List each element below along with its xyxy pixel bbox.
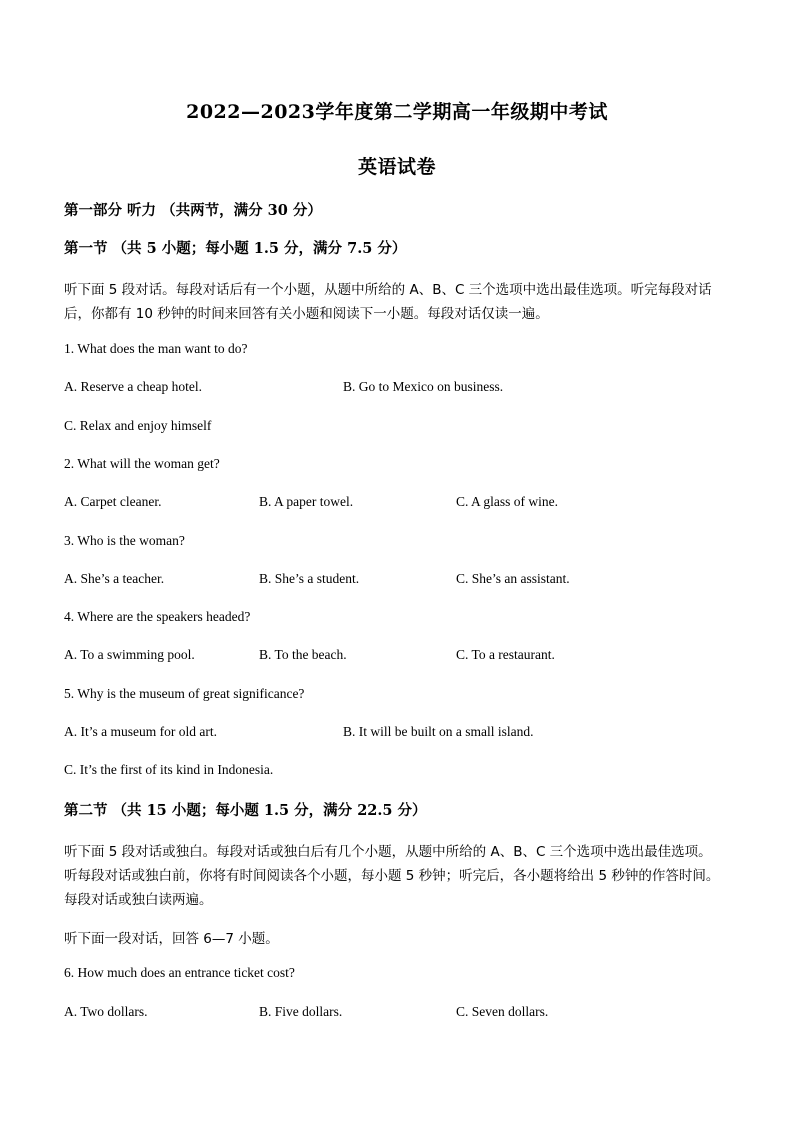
section2-instruction-line: 每段对话或独白读两遍。 <box>64 892 213 908</box>
exam-title: 2022—2023学年度第二学期高一年级期中考试 <box>186 101 608 123</box>
answer-option: A. It’s a museum for old art. <box>64 724 217 739</box>
answer-option: B. To the beach. <box>259 647 347 662</box>
section2-heading: 第二节 （共 15 小题；每小题 1.5 分，满分 22.5 分） <box>64 802 427 819</box>
question-stem: 2. What will the woman get? <box>64 456 220 471</box>
answer-option: C. She’s an assistant. <box>456 571 570 586</box>
question-stem: 1. What does the man want to do? <box>64 341 248 356</box>
question-group-intro: 听下面一段对话，回答 6—7 小题。 <box>64 931 279 947</box>
question-stem: 4. Where are the speakers headed? <box>64 609 251 624</box>
answer-option: A. Reserve a cheap hotel. <box>64 379 202 394</box>
answer-option: B. She’s a student. <box>259 571 360 586</box>
question-stem: 5. Why is the museum of great significance? <box>64 686 305 701</box>
question-stem: 3. Who is the woman? <box>64 533 185 548</box>
answer-option: C. Seven dollars. <box>456 1004 549 1019</box>
answer-option: B. A paper towel. <box>259 494 354 509</box>
answer-option: A. Carpet cleaner. <box>64 494 162 509</box>
answer-option: A. To a swimming pool. <box>64 647 195 662</box>
answer-option: B. It will be built on a small island. <box>343 724 534 739</box>
section2-instruction-line: 听每段对话或独白前，你将有时间阅读各个小题，每小题 5 秒钟；听完后，各小题将给出 5 秒钟的作答时间。 <box>64 868 720 884</box>
part1-heading: 第一部分 听力 （共两节，满分 30 分） <box>64 202 322 219</box>
exam-subtitle: 英语试卷 <box>357 156 436 178</box>
answer-option: B. Five dollars. <box>259 1004 343 1019</box>
answer-option: C. It’s the first of its kind in Indonesia. <box>64 762 274 777</box>
question-stem: 6. How much does an entrance ticket cost? <box>64 965 295 980</box>
answer-option: A. Two dollars. <box>64 1004 148 1019</box>
answer-option: A. She’s a teacher. <box>64 571 165 586</box>
answer-option: C. A glass of wine. <box>456 494 559 509</box>
answer-option: C. To a restaurant. <box>456 647 555 662</box>
section1-instruction-line: 听下面 5 段对话。每段对话后有一个小题，从题中所给的 A、B、C 三个选项中选出最佳选项。听完每段对话 <box>64 282 712 298</box>
section1-heading: 第一节 （共 5 小题；每小题 1.5 分，满分 7.5 分） <box>64 240 407 257</box>
section2-instruction-line: 听下面 5 段对话或独白。每段对话或独白后有几个小题，从题中所给的 A、B、C 三个选项中选出最佳选项。 <box>64 844 712 860</box>
section1-instruction-line: 后，你都有 10 秒钟的时间来回答有关小题和阅读下一小题。每段对话仅读一遍。 <box>64 306 549 322</box>
answer-option: B. Go to Mexico on business. <box>343 379 504 394</box>
answer-option: C. Relax and enjoy himself <box>64 418 212 433</box>
